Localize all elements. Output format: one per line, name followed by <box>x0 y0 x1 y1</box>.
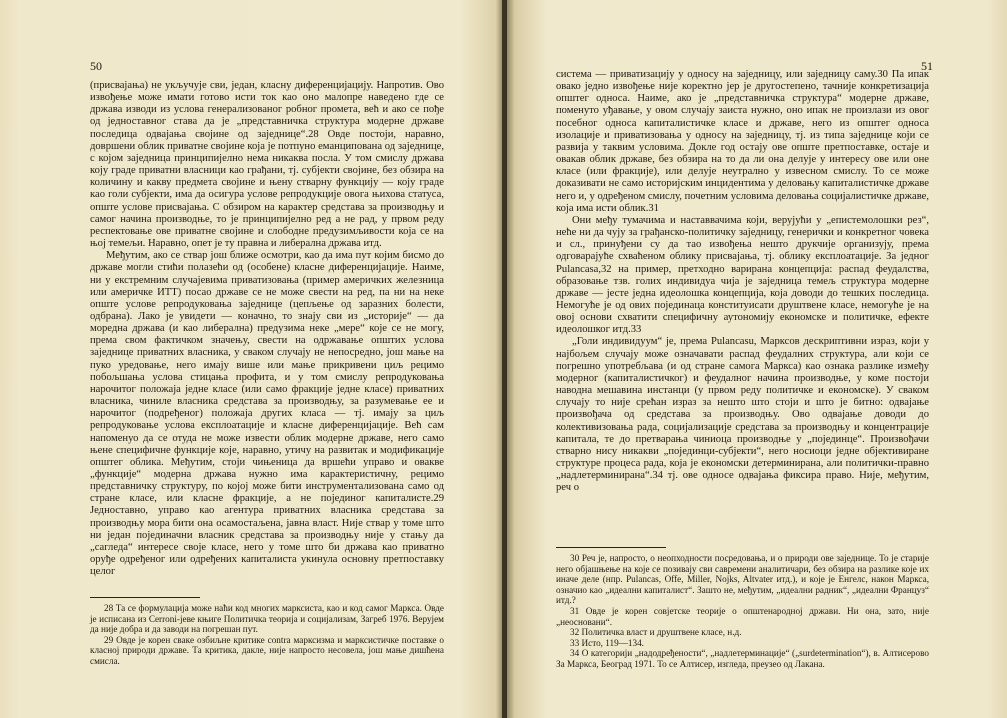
paragraph: система — приватизацију у односу на заједницу, или заједницу саму.30 Па ипак овако једно извођење није коректно јер је другостепено, тачније конкретизација општег односа. Наиме, ако је „представничка структура“ модерне државе, поменуто уђавање, у овом случају заиста нужно, оно ипак не произлази из овог посебног односа капиталистичке класе и државе, него из општег односа изолације и приватизовања у односу на заједницу, тј. из типа заједнице који се развија у таквим условима. Докле год остају ове опште претпоставке, остаје и овакав облик државе, без обзира на то да ли она делује у интересу ове или оне класе (или фракције), или делује неутрално у извесном смислу. То се може доказивати не само историјским инцидентима у деловању капиталистичке државе него и, у одређеном смислу, почетним условима деловања социјалистичке државе, која има исти облик.31 <box>556 69 929 214</box>
paragraph: Међутим, ако се ствар још ближе осмотри, као да има пут којим бисмо до државе могли стићи полазећи од (особене) класне диференцијације. Наиме, ни у екстремним случајевима приватизовања (пример америчких железница или америчке ИТТ) посао државе се не може свести на ред, па ни на неке опште услове репродуковања заједнице (цепљење од заразних болести, одбрана). Лако је увидети — коначно, то знају сви из „историје“ — да моредна држава (и као либерална) предузима неке „мере“ које се не могу, према свом фактичком значењу, свести на одржавање општих услова заједнице приватних власника, у сваком случају не непосредно, још мање на пуко уредовање, него имају више или мање прикривени циљ рецимо побољшања услова стицања профита, и у том смислу репродуковања нарочитог положаја једне класе (или само фракције једне класе) приватних власника, чиниле власника средстава за производњу, за разумевање ее и нарочитог (подређеног) положаја других класа — тј. имају за циљ репродуковање услова експлоатације и класне диференцијације. Већ сам напоменуо да се отуда не може извести облик модерне државе, него само њене специфичне функције које, наравно, утичу на развитак и модификације општег облика. Међутим, стоји чињеница да вршећи управо и овакве „функције“ модерна држава нужно има карактеристичну, рецимо представничку структуру, по којој може бити инструментализована само од стране класе, или класне фракције, а не појединог капиталисте.29 Једноставно, управо као агентура приватних власника средстава за производњу мора бити она осамостаљена, јавна власт. Није ствар у томе што ни један појединачни власник средстава за производњу није у стању да „сагледа“ интересе своје класе, него у томе што би држава као приватно оруђе одређеног или одређених капиталиста укинула основну претпоставку целог <box>90 250 444 578</box>
body-text <box>90 80 444 578</box>
body-text <box>556 69 929 494</box>
right-page <box>507 0 1007 718</box>
footnotes <box>556 547 929 670</box>
footnote: 33 Исто, 119—134. <box>570 637 644 648</box>
footnote-rule <box>556 547 666 548</box>
footnote-rule <box>90 597 200 598</box>
footnote: 30 Реч је, напросто, о неопходности посредовања, и о природи ове заједнице. То је старије него објашњење на које се позивају сви савремени аналитичари, без обзира на разлике које их иначе деле (нпр. Pulancas, Offe, Miller, Nojks, Altvater итд.), и које је Енгелс, након Маркса, означио као „идеални капиталист“. Зашто не, међутим, „идеални радник“, „идеални Француз“ итд.? <box>556 553 929 606</box>
paragraph: „Голи индивидуум“ је, према Pulancasu, Марксов дескриптивни израз, који у најбољем случају може означавати распад феудалних структура, али који се погрешно употребљава (и од стране самога Маркса) као ознака разлике између модерног (капиталистичког) и феудалног начина производње, у коме постоји наводна мешавина инстанци (у првом реду политичке и економске). У сваком случају то није срећан израз за нешто што стоји и што је битно: одвајање произвођача од средстава за производњу. Ово одвајање доводи до колективизовања рада, социјализације средстава за производњу и концентрације капитала, те до претварања чиниоца производње у „појединце“. Произвођачи стварно нису никакви „појединци-субјекти“, него носиоци једне објективиране структуре процеса рада, која је економски детерминирана, али политички-правно „надлетерминирана“.34 тј. ове односе одвајања фиксира право. Није, међутим, реч о <box>556 336 929 494</box>
footnote: 32 Политичка власт и друштвене класе, н.д. <box>570 627 742 638</box>
page-number: 50 <box>90 59 102 73</box>
footnotes <box>90 597 444 667</box>
page-number: 51 <box>921 59 933 73</box>
footnote: 31 Овде је корен совјетске теорије о општенародној држави. Ни она, зато, није „неосновани“. <box>556 605 929 627</box>
footnote: 34 О категорији „надодређености“, „надлетерминације“ („surdetermination“), в. Алтисерово За Маркса, Београд 1971. То се Алтисер, изгледа, преузео од Лакана. <box>556 648 929 669</box>
footnote: 28 Та се формулација може наћи код многих марксиста, као и код самог Маркса. Овде је исписана из Cerroni-јеве књиге Политичка теорија и социјализам, Загреб 1976. Верујем да није добра и да заводи на погрешан пут. <box>90 603 444 635</box>
paragraph: (присвајања) не укључује сви, један, класну диференцијацију. Напротив. Ово извођење може имати готово исти ток као оно малопре наведено где се држава изводи из услова генерализованог робног промета, већ и ако се пође од једноставног става да је „представничка структура модерне државе последица одвајања својине од заједнице“.28 Овде постоји, наравно, довршени облик приватне својине која је потпуно еманципована од заједнице, с којом заједница принципијелно нема никаква посла. У том смислу држава коју граде приватни власници као грађани, тј. субјекти својине, без обзира на количину и какву предмета својине и њену стварну функцију — коју граде као голи субјекти, има да осигура услове репродукције овога њихова статуса, опште услове присвајања. С обзиром на карактер средстава за производњу и самог начина производње, то је принципијелно ред а не рад, у првом реду респектовање ове приватне својине и слободне предузимљивости која се на њој темељи. Наравно, опет је ту правна и либерална држава итд. <box>90 80 444 250</box>
left-page <box>0 0 502 718</box>
footnote: 29 Овде је корен свакe озбиљне критике contra марксизма и марксистичке поставке о класној природи државе. Та критика, дакле, није напросто несовела, још мање дишћена смисла. <box>90 634 444 666</box>
paragraph: Они међу тумачима и наставвачима који, верујући у „епистемолошки рез“, неће ни да чују за грађанско-политичку заједницу, генерички и конкретног човека и сл., принуђени су да тао извођења нешто друкчије организују, према одговарајуће схваћеном облику присвајања, тј. облику експлоатације. За једног Pulancasa,32 на пример, претходно варирана концепција: распад феудалства, образовање тзв. голих индивидуа чија је заједница темељ структура модерне државе — јесте једна идеолошка концепција, која доводи до тешких последица. Немогуће је од ових појединаца конституисати друштвене класе, немогуће је на овој основи схватити специфичну аутономију економске и политичке, ефекте идеолошког итд.33 <box>556 214 929 336</box>
